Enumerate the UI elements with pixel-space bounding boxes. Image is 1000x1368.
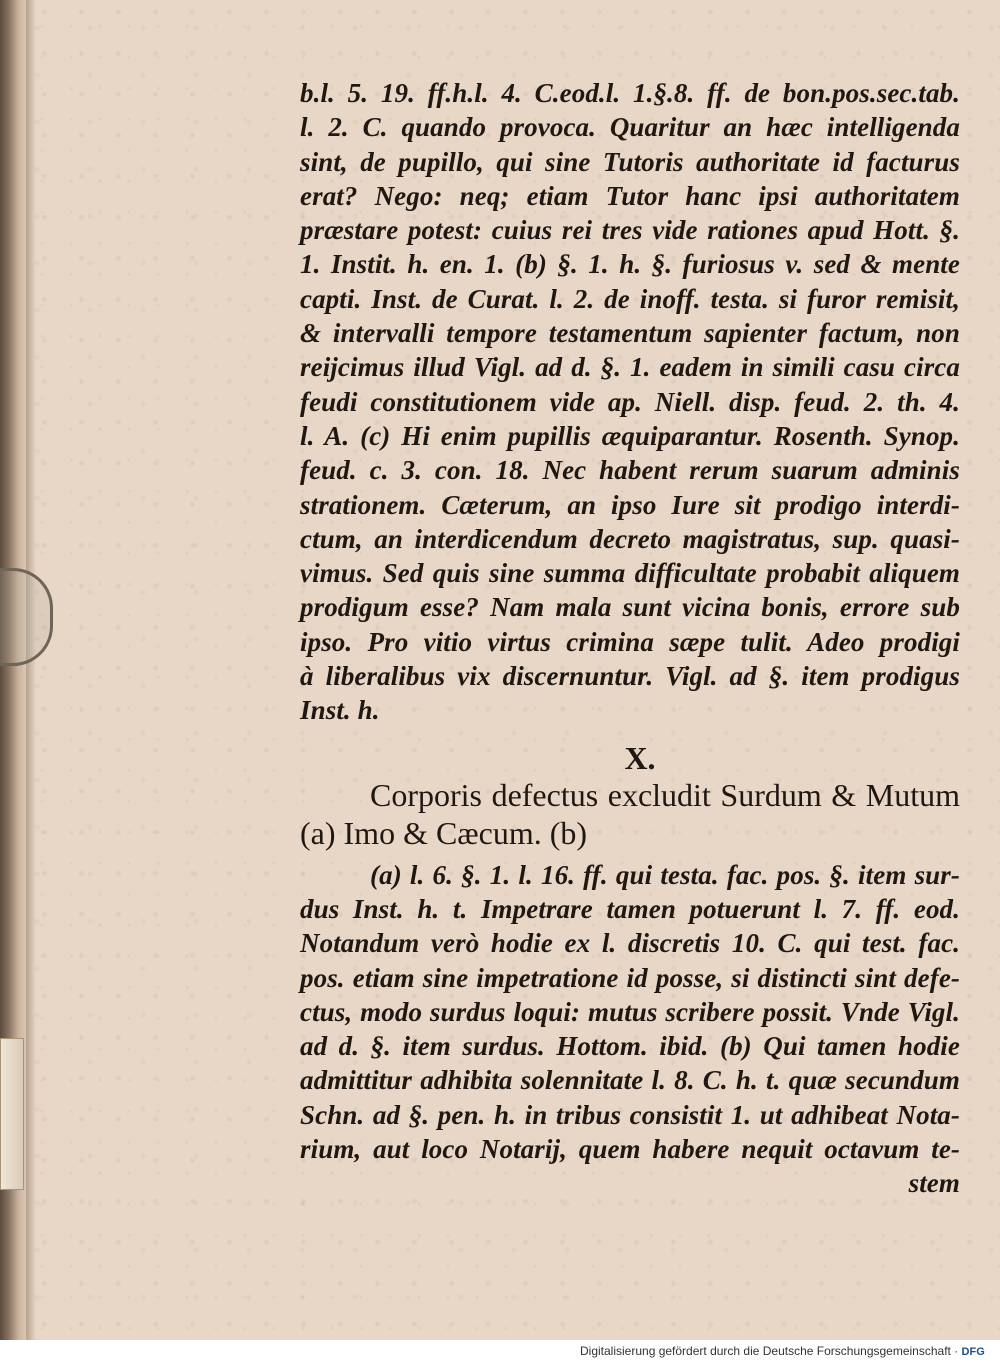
dfg-logo: DFG xyxy=(961,1346,985,1358)
text-line: Inst. h. xyxy=(300,695,380,726)
text-line: l. A. (c) Hi enim pupillis æquiparantur. Rosenth. Synop. xyxy=(300,420,960,451)
text-line: vimus. Sed quis sine summa difficultate probabit aliquem xyxy=(300,558,960,589)
text-line: reijcimus illud Vigl. ad d. §. 1. eadem in simili casu circa xyxy=(300,352,960,383)
note-line: Notandum verò hodie ex l. discretis 10. C. qui test. fac. xyxy=(300,928,960,959)
text-line: feud. c. 3. con. 18. Nec habent rerum suarum adminis xyxy=(300,455,960,486)
section-number: X. xyxy=(624,739,656,776)
page-gutter-shadow xyxy=(26,0,36,1340)
text-line: ipso. Pro vitio virtus crimina sæpe tulit. Adeo prodigi xyxy=(300,626,960,657)
note-line: ad d. §. item surdus. Hottom. ibid. (b) Qui tamen hodie xyxy=(300,1031,960,1062)
text-line: ctum, an interdicendum decreto magistratus, sup. quasi- xyxy=(300,523,960,554)
note-line: ctus, modo surdus loqui: mutus scribere possit. Vnde Vigl. xyxy=(300,996,960,1027)
text-line: erat? Nego: neq; etiam Tutor hanc ipsi authoritatem xyxy=(300,180,960,211)
text-line: à liberalibus vix discernuntur. Vigl. ad §. item prodigus xyxy=(300,661,960,692)
text-line: prodigum esse? Nam mala sunt vicina bonis, errore sub xyxy=(300,592,960,623)
text-line: l. 2. C. quando provoca. Quaritur an hæc intelligenda xyxy=(300,112,960,143)
section-line: Corporis defectus excludit Surdum & Mutum xyxy=(370,776,960,813)
paper-tab xyxy=(0,1038,24,1190)
note-line: Schn. ad §. pen. h. in tribus consistit 1. ut adhibeat Nota- xyxy=(300,1099,960,1130)
page-text xyxy=(300,76,960,1201)
note-line: dus Inst. h. t. Impetrare tamen potuerunt l. 7. ff. eod. xyxy=(300,893,960,924)
text-line: 1. Instit. h. en. 1. (b) §. 1. h. §. furiosus v. sed & mente xyxy=(300,249,960,280)
text-line: capti. Inst. de Curat. l. 2. de inoff. testa. si furor remisit, xyxy=(300,283,960,314)
text-line: sint, de pupillo, qui sine Tutoris authoritate id facturus xyxy=(300,146,960,177)
text-line: strationem. Cæterum, an ipso Iure sit prodigo interdi- xyxy=(300,489,960,520)
text-line: feudi constitutionem vide ap. Niell. disp. feud. 2. th. 4. xyxy=(300,386,960,417)
catchword: stem xyxy=(908,1168,960,1199)
note-line: pos. etiam sine impetratione id posse, si distincti sint defe- xyxy=(300,962,960,993)
section-line: (a) Imo & Cæcum. (b) xyxy=(300,814,588,851)
note-line: (a) l. 6. §. 1. l. 16. ff. qui testa. fac. pos. §. item sur- xyxy=(370,859,960,890)
text-line: & intervalli tempore testamentum sapienter factum, non xyxy=(300,318,960,349)
footer-text: Digitalisierung gefördert durch die Deutsche Forschungsgemeinschaft · xyxy=(580,1344,959,1358)
note-line: rium, aut loco Notarij, quem habere nequit octavum te- xyxy=(300,1134,960,1165)
page-clip xyxy=(0,568,53,666)
text-line: b.l. 5. 19. ff.h.l. 4. C.eod.l. 1.§.8. ff. de bon.pos.sec.tab. xyxy=(300,78,960,108)
text-line: præstare potest: cuius rei tres vide rationes apud Hott. §. xyxy=(300,215,960,246)
digitization-footer xyxy=(574,1340,994,1362)
note-line: admittitur adhibita solennitate l. 8. C. h. t. quæ secundum xyxy=(300,1065,960,1096)
